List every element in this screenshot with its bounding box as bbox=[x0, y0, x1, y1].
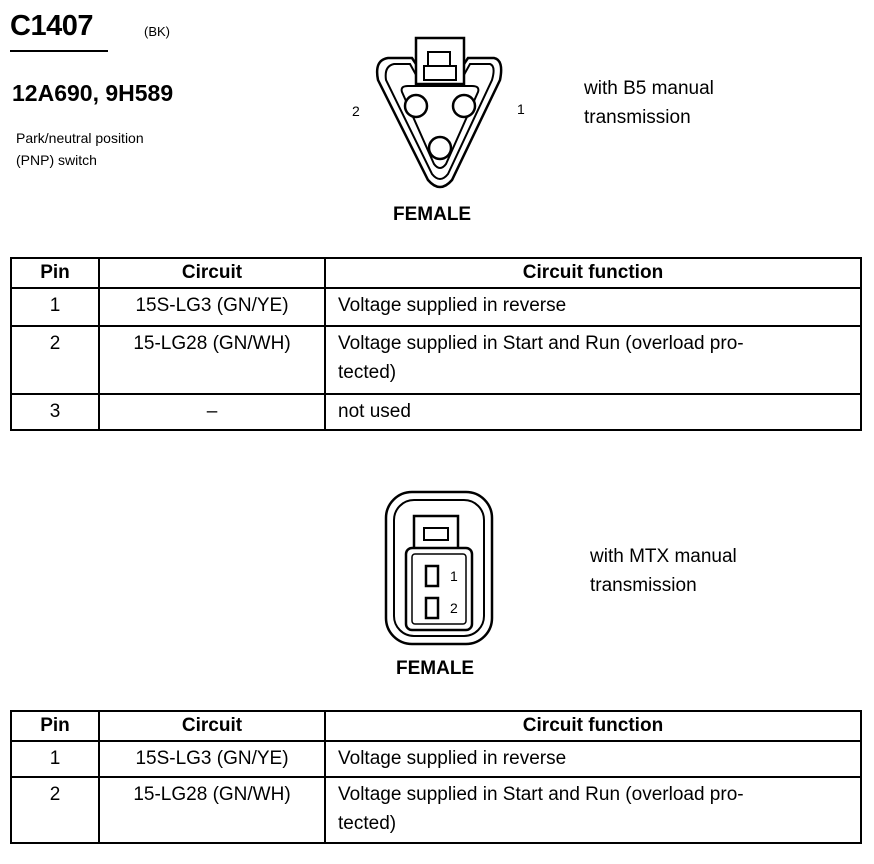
table-row bbox=[11, 741, 861, 777]
b5-pinout-table bbox=[10, 257, 862, 431]
mtx-transmission-note bbox=[590, 542, 737, 600]
function-column-header: Circuit function bbox=[325, 711, 861, 741]
pin-label-2: 2 bbox=[352, 103, 360, 119]
mtx-connector-face-diagram bbox=[380, 486, 500, 652]
b5-transmission-note bbox=[584, 74, 714, 132]
note-line: with B5 manual bbox=[584, 78, 714, 99]
circuit-cell: 15S-LG3 (GN/YE) bbox=[99, 288, 325, 326]
component-description bbox=[16, 127, 144, 171]
pin-cavity-3 bbox=[429, 137, 451, 159]
pin-label-2: 2 bbox=[450, 600, 458, 616]
note-line: with MTX manual bbox=[590, 546, 737, 567]
table-row bbox=[11, 394, 861, 430]
circuit-cell: – bbox=[99, 394, 325, 430]
note-line: transmission bbox=[590, 575, 697, 596]
pin-column-header: Pin bbox=[11, 711, 99, 741]
pin-cell: 2 bbox=[11, 777, 99, 843]
pin-cell: 1 bbox=[11, 288, 99, 326]
pin-label-1: 1 bbox=[450, 568, 458, 584]
function-line: Voltage supplied in Start and Run (overload pro- bbox=[338, 784, 744, 805]
pin-cell: 3 bbox=[11, 394, 99, 430]
pin-column-header: Pin bbox=[11, 258, 99, 288]
color-code: (BK) bbox=[144, 24, 170, 39]
component-description-line: Park/neutral position bbox=[16, 130, 144, 146]
b5-gender-label: FEMALE bbox=[393, 204, 472, 225]
table-header-row bbox=[11, 711, 861, 741]
pin-cavity-1 bbox=[453, 95, 475, 117]
note-line: transmission bbox=[584, 107, 691, 128]
circuit-column-header: Circuit bbox=[99, 258, 325, 288]
function-cell bbox=[325, 777, 861, 843]
part-numbers: 12A690, 9H589 bbox=[12, 80, 174, 106]
component-description-line: (PNP) switch bbox=[16, 152, 97, 168]
table-row bbox=[11, 777, 861, 843]
function-column-header: Circuit function bbox=[325, 258, 861, 288]
table-header-row bbox=[11, 258, 861, 288]
function-cell bbox=[325, 326, 861, 394]
mtx-gender-label: FEMALE bbox=[396, 658, 475, 679]
function-line: tected) bbox=[338, 362, 397, 383]
function-cell: Voltage supplied in reverse bbox=[325, 288, 861, 326]
mtx-pinout-table bbox=[10, 710, 862, 844]
pin-cell: 1 bbox=[11, 741, 99, 777]
pin-cell: 2 bbox=[11, 326, 99, 394]
table-row bbox=[11, 326, 861, 394]
pin-label-1: 1 bbox=[517, 101, 525, 117]
table-row bbox=[11, 288, 861, 326]
function-cell: not used bbox=[325, 394, 861, 430]
function-cell: Voltage supplied in reverse bbox=[325, 741, 861, 777]
circuit-cell: 15S-LG3 (GN/YE) bbox=[99, 741, 325, 777]
pin-cavity-2 bbox=[405, 95, 427, 117]
terminal-2 bbox=[426, 598, 438, 618]
terminal-1 bbox=[426, 566, 438, 586]
circuit-cell: 15-LG28 (GN/WH) bbox=[99, 777, 325, 843]
function-line: tected) bbox=[338, 813, 397, 834]
circuit-cell: 15-LG28 (GN/WH) bbox=[99, 326, 325, 394]
connector-id: C1407 bbox=[10, 10, 93, 42]
title-underline bbox=[10, 50, 108, 52]
circuit-column-header: Circuit bbox=[99, 711, 325, 741]
function-line: Voltage supplied in Start and Run (overload pro- bbox=[338, 333, 744, 354]
b5-connector-face-diagram bbox=[340, 30, 540, 200]
